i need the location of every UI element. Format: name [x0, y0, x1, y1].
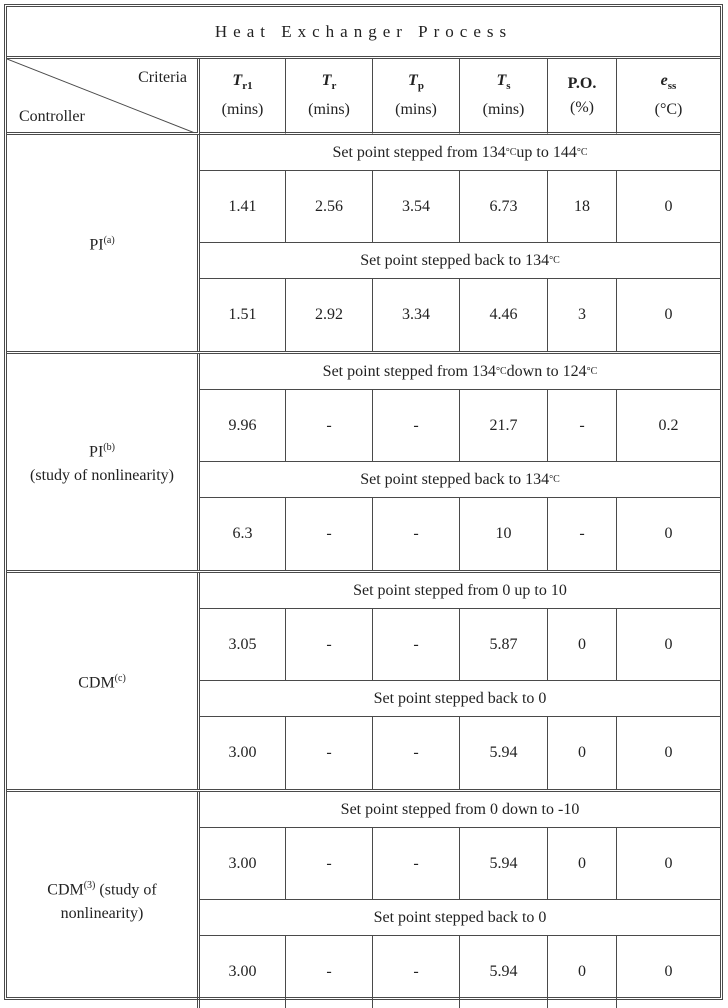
table-cell: 3.54 [373, 171, 460, 243]
table-cell: 0 [548, 609, 617, 681]
column-header [548, 59, 617, 135]
column-header [286, 59, 373, 135]
column-header [373, 59, 460, 135]
table-cell: 2.56 [286, 171, 373, 243]
table-cell: 5.94 [460, 936, 548, 1008]
column-header [200, 59, 286, 135]
table-cell: 0 [617, 171, 720, 243]
table-cell: 0 [617, 828, 720, 900]
table-cell: 18 [548, 171, 617, 243]
table-cell: - [373, 498, 460, 570]
setpoint-row: Set point stepped back to 134 °C [200, 243, 720, 279]
column-header-unit: (°C) [654, 101, 683, 119]
table-cell: 5.87 [460, 609, 548, 681]
table-cell: 0 [664, 744, 673, 761]
results-table [4, 4, 723, 1000]
table-cell: - [548, 390, 617, 462]
table-cell: - [286, 936, 373, 1008]
column-header-unit: (mins) [308, 101, 350, 119]
table-cell: 3.00 [200, 828, 286, 900]
setpoint-row: Set point stepped back to 0 [200, 900, 720, 936]
table-cell: - [286, 390, 373, 462]
table-cell: 5.94 [460, 828, 548, 900]
table-cell: 9.96 [200, 390, 286, 462]
column-header-symbol: P.O. [567, 74, 597, 92]
setpoint-row: Set point stepped from 0 down to -10 [200, 792, 720, 828]
table-cell: - [373, 609, 460, 681]
column-header-unit: (mins) [395, 101, 437, 119]
table-cell: 6.3 [200, 498, 286, 570]
setpoint-row: Set point stepped from 134 °C up to 144 °C [200, 135, 720, 171]
column-header [460, 59, 548, 135]
column-header-symbol: $T_s$ [496, 71, 511, 93]
column-header-symbol: $T_r$ [321, 71, 337, 93]
table-cell: - [373, 717, 460, 789]
table-cell: 3.00 [200, 717, 286, 789]
table-cell: - [286, 498, 373, 570]
controller-name: CDM$^{(c)}$ [78, 672, 126, 692]
criteria-label: Criteria [138, 69, 187, 86]
column-header-symbol: $e_{ss}$ [660, 71, 677, 93]
setpoint-row: Set point stepped back to 0 [200, 681, 720, 717]
table-cell: 1.51 [200, 279, 286, 351]
column-header [617, 59, 720, 135]
setpoint-row: Set point stepped from 134 °C down to 124 °C [200, 354, 720, 390]
setpoint-row: Set point stepped from 0 up to 10 [200, 573, 720, 609]
column-header-symbol: $T_p$ [408, 71, 424, 93]
table-cell: - [373, 936, 460, 1008]
table-cell: - [548, 498, 617, 570]
table-cell: - [286, 609, 373, 681]
table-cell: 3.05 [200, 609, 286, 681]
table-cell: - [286, 717, 373, 789]
table-cell: - [373, 390, 460, 462]
column-header-unit: (%) [570, 98, 594, 116]
controller-note: nonlinearity) [60, 905, 144, 923]
table-cell: - [373, 828, 460, 900]
controller-name: PI$^{(a)}$ [89, 234, 115, 254]
controller-label: Controller [19, 108, 85, 125]
table-cell: 1.41 [200, 171, 286, 243]
controller-note: (study of nonlinearity) [30, 467, 174, 485]
table-cell: 0 [664, 306, 673, 323]
table-cell: 21.7 [460, 390, 548, 462]
controller-name: CDM$^{(3)}$ (study of [47, 879, 157, 899]
controller-name: PI$^{(b)}$ [89, 441, 115, 461]
table-cell: 5.94 [460, 717, 548, 789]
table-cell: 0 [617, 609, 720, 681]
table-cell: 0 [548, 828, 617, 900]
table-cell: 0 [664, 963, 673, 980]
table-cell: 3.00 [200, 936, 286, 1008]
controller-cell [7, 792, 200, 1008]
table-cell: 4.46 [460, 279, 548, 351]
table-cell: 0 [664, 525, 673, 542]
table-cell: 10 [460, 498, 548, 570]
column-header-unit: (mins) [482, 101, 525, 119]
table-cell: 0 [548, 717, 617, 789]
controller-cell [7, 573, 200, 789]
table-cell: 3.34 [373, 279, 460, 351]
table-cell: 3 [548, 279, 617, 351]
column-header-unit: (mins) [221, 101, 264, 119]
header-corner-cell [7, 59, 200, 135]
table-cell: 6.73 [460, 171, 548, 243]
column-header-symbol: $T_{r1}$ [232, 71, 253, 93]
setpoint-row: Set point stepped back to 134 °C [200, 462, 720, 498]
table-cell: 0.2 [617, 390, 720, 462]
table-title: Heat Exchanger Process [7, 7, 720, 59]
table-cell: 0 [548, 936, 617, 1008]
controller-cell [7, 354, 200, 570]
controller-cell [7, 135, 200, 351]
table-cell: - [286, 828, 373, 900]
table-cell: 2.92 [286, 279, 373, 351]
